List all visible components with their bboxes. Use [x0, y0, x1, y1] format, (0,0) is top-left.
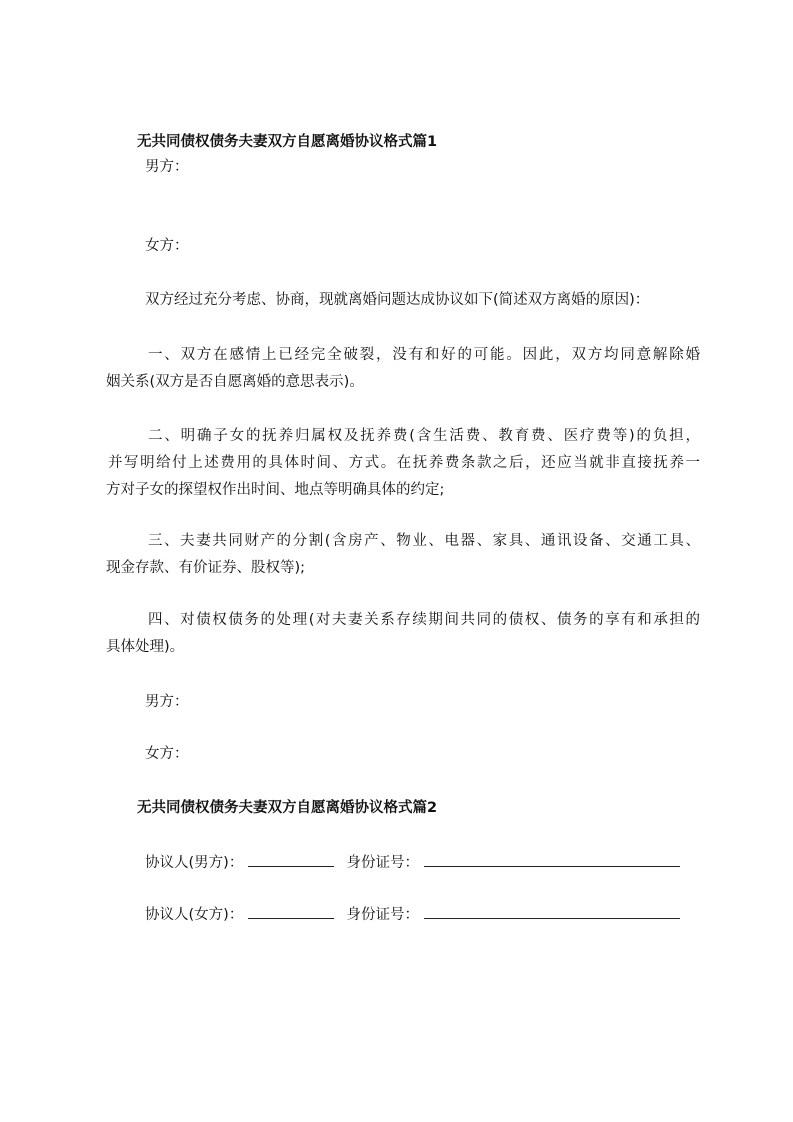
female-id-label: 身份证号：: [346, 907, 420, 923]
clause2-line3: 方对子女的探望权作出时间、地点等明确具体的约定;: [106, 482, 445, 498]
party-female-label: 协议人(女方)：: [145, 907, 244, 923]
male-label: 男方：: [145, 159, 189, 175]
intro-text: 双方经过充分考虑、协商，现就离婚问题达成协议如下(简述双方离婚的原因)：: [145, 292, 650, 308]
party-male-row: [145, 852, 680, 873]
female-label: 女方：: [145, 238, 189, 254]
party-male-label: 协议人(男方)：: [145, 855, 244, 871]
clause3-line2: 现金存款、有价证券、股权等);: [106, 560, 306, 576]
clause4-line2: 具体处理)。: [106, 639, 185, 655]
clause1-line2: 姻关系(双方是否自愿离婚的意思表示)。: [106, 374, 364, 390]
clause1-line1: 一、双方在感情上已经完全破裂，没有和好的可能。因此，双方均同意解除婚: [148, 347, 700, 363]
male-id-blank[interactable]: [424, 852, 680, 867]
female-signature-label: 女方：: [145, 746, 189, 762]
party-female-row: [145, 904, 680, 925]
male-id-label: 身份证号：: [346, 855, 420, 871]
female-id-blank[interactable]: [424, 904, 680, 919]
male-signature-label: 男方：: [145, 694, 189, 710]
party-male-name-blank[interactable]: [248, 852, 334, 867]
section2-title: 无共同债权债务夫妻双方自愿离婚协议格式篇2: [137, 800, 438, 816]
clause2-line1: 二、明确子女的抚养归属权及抚养费(含生活费、教育费、医疗费等)的负担，: [148, 428, 700, 444]
party-female-name-blank[interactable]: [248, 904, 334, 919]
section1-title: 无共同债权债务夫妻双方自愿离婚协议格式篇1: [137, 134, 438, 150]
clause4-line1: 四、对债权债务的处理(对夫妻关系存续期间共同的债权、债务的享有和承担的: [148, 612, 700, 628]
clause2-line2: 并写明给付上述费用的具体时间、方式。在抚养费条款之后，还应当就非直接抚养一: [108, 455, 700, 471]
clause3-line1: 三、夫妻共同财产的分割(含房产、物业、电器、家具、通讯设备、交通工具、: [148, 533, 700, 549]
